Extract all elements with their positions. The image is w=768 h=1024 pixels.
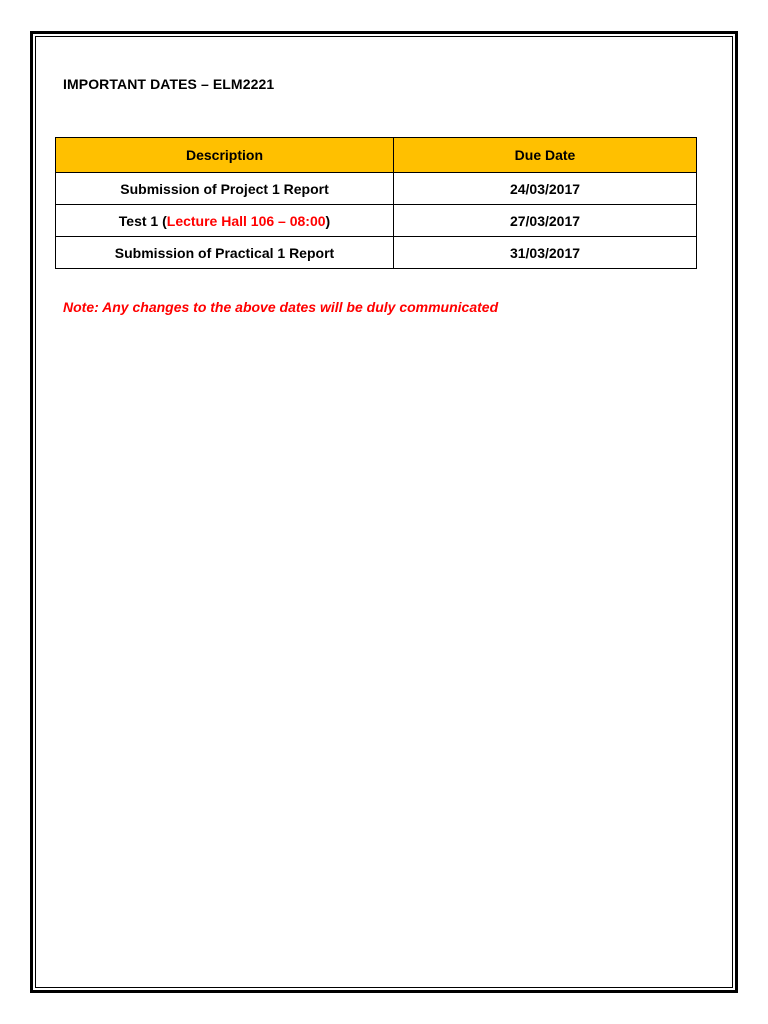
important-dates-table xyxy=(55,137,697,269)
changes-note: Note: Any changes to the above dates will be duly communicated xyxy=(63,299,499,315)
due-date-header: Due Date xyxy=(394,138,697,173)
document-title: IMPORTANT DATES – ELM2221 xyxy=(63,76,275,92)
row-due-date: 31/03/2017 xyxy=(394,237,697,269)
description-header: Description xyxy=(56,138,394,173)
row-due-date: 24/03/2017 xyxy=(394,173,697,205)
row-description-prefix: Test 1 ( xyxy=(118,212,167,229)
row-description: Submission of Practical 1 Report xyxy=(56,237,394,269)
row-description-venue: Lecture Hall 106 – 08:00 xyxy=(166,212,326,229)
row-description xyxy=(56,205,394,237)
table-header-row xyxy=(56,138,697,173)
table-row xyxy=(56,237,697,269)
table-row xyxy=(56,205,697,237)
row-due-date: 27/03/2017 xyxy=(394,205,697,237)
table-row xyxy=(56,173,697,205)
row-description: Submission of Project 1 Report xyxy=(56,173,394,205)
row-description-suffix: ) xyxy=(325,212,331,229)
